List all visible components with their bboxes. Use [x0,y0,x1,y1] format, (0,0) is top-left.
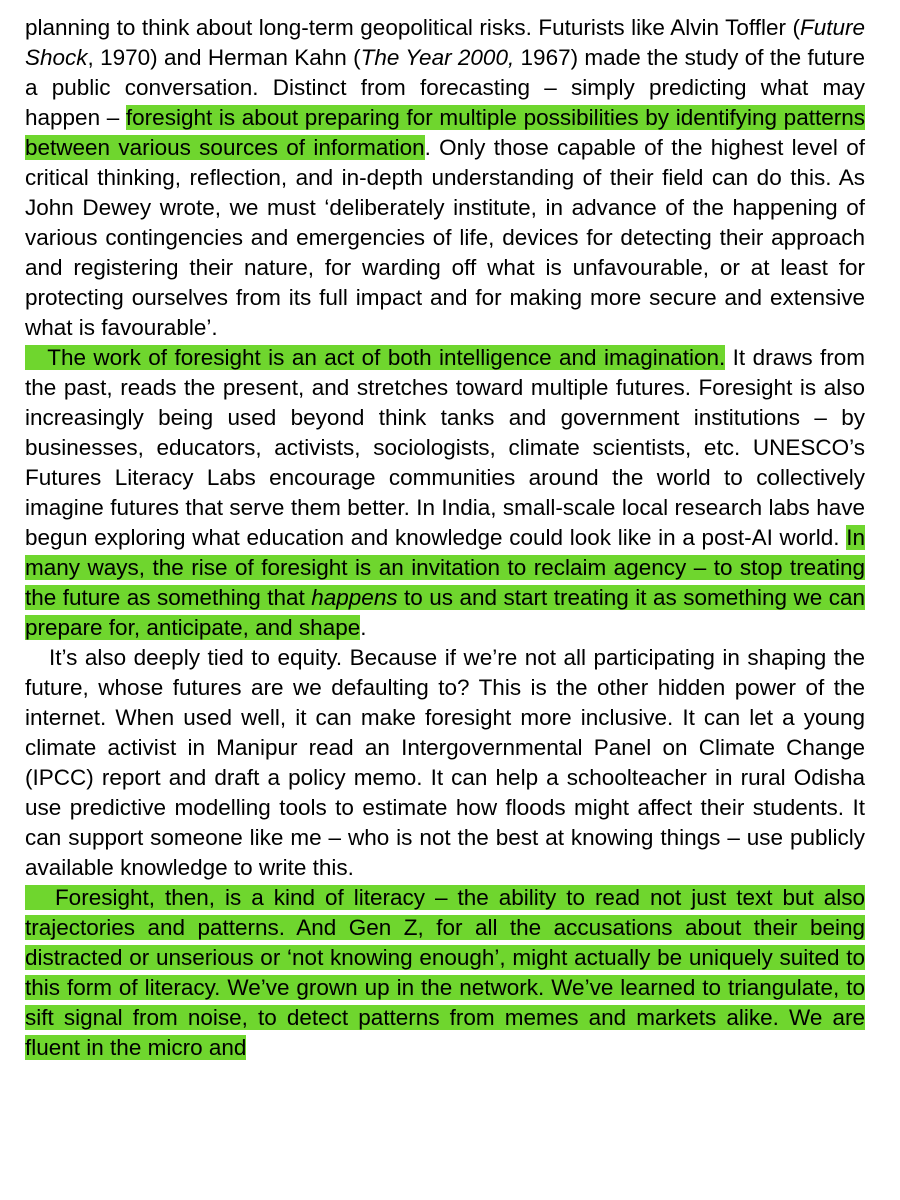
highlighted-indent [25,345,47,370]
paragraph-1 [25,13,865,343]
paragraph-3 [25,643,865,883]
book-title-future-shock: Future Shock [25,15,865,70]
paragraph-3-text: It’s also deeply tied to equity. Because if we’re not all participating in shaping the future, whose futures are we defaulting to? This is the other hidden power of the internet. When used well, it can make foresight more inclusive. It can let a young climate activist in Manipur read an Intergovernmental Panel on Climate Change (IPCC) report and draft a policy memo. It can help a schoolteacher in rural Odisha use predictive modelling tools to estimate how floods might affect their students. It can support someone like me – who is not the best at knowing things – use publicly available knowledge to write this. [25,645,865,880]
highlighted-text: Foresight, then, is a kind of literacy – the ability to read not just text but also trajectories and patterns. And Gen Z, for all the accusations about their being distracted or unserious or ‘not knowing enough’, might actually be uniquely suited to this form of literacy. We’ve grown up in the network. We’ve learned to triangulate, to sift signal from noise, to detect patterns from memes and markets alike. We are fluent in the micro and [25,885,865,1060]
highlighted-text: to us and start treating it as something we can prepare for, anticipate, and shape [25,585,865,640]
highlighted-italic-text: happens [311,585,398,610]
paragraph-2-segment-2: It draws from the past, reads the present, and stretches toward multiple futures. Foresight is also increasingly being used beyond think tanks and government institutions – by businesses, educators, activists, sociologists, climate scientists, etc. UNESCO’s Futures Literacy Labs encourage communities around the world to collectively imagine futures that serve them better. In India, small-scale local research labs have begun exploring what education and knowledge could look like in a post-AI world. [25,345,865,550]
paragraph-2 [25,343,865,643]
highlighted-text: The work of foresight is an act of both intelligence and imagination. [47,345,726,370]
paragraph-1-segment-1: planning to think about long-term geopolitical risks. Futurists like Alvin Toffler ( [25,15,800,40]
paragraph-1-segment-3: , 1970) and Herman Kahn ( [87,45,361,70]
document-page [25,13,865,1063]
paragraph-1-segment-5: 1967) made the study of the future a public conversation. Distinct from forecasting – simply predicting what may happen – [25,45,865,130]
paragraph-1-segment-7: . Only those capable of the highest level of critical thinking, reflection, and in-depth understanding of their field can do this. As John Dewey wrote, we must ‘deliberately institute, in advance of the happening of various contingencies and emergencies of life, devices for detecting their approach and registering their nature, for warding off what is unfavourable, or at least for protecting ourselves from its full impact and for making more secure and extensive what is favourable’. [25,135,865,340]
highlighted-text: foresight is about preparing for multiple possibilities by identifying patterns between various sources of information [25,105,865,160]
paragraph-2-segment-6: . [360,615,367,640]
paragraph-4 [25,883,865,1063]
highlighted-text: In many ways, the rise of foresight is an invitation to reclaim agency – to stop treating the future as something that [25,525,865,610]
book-title-the-year-2000: The Year 2000, [360,45,515,70]
highlighted-indent [25,885,55,910]
